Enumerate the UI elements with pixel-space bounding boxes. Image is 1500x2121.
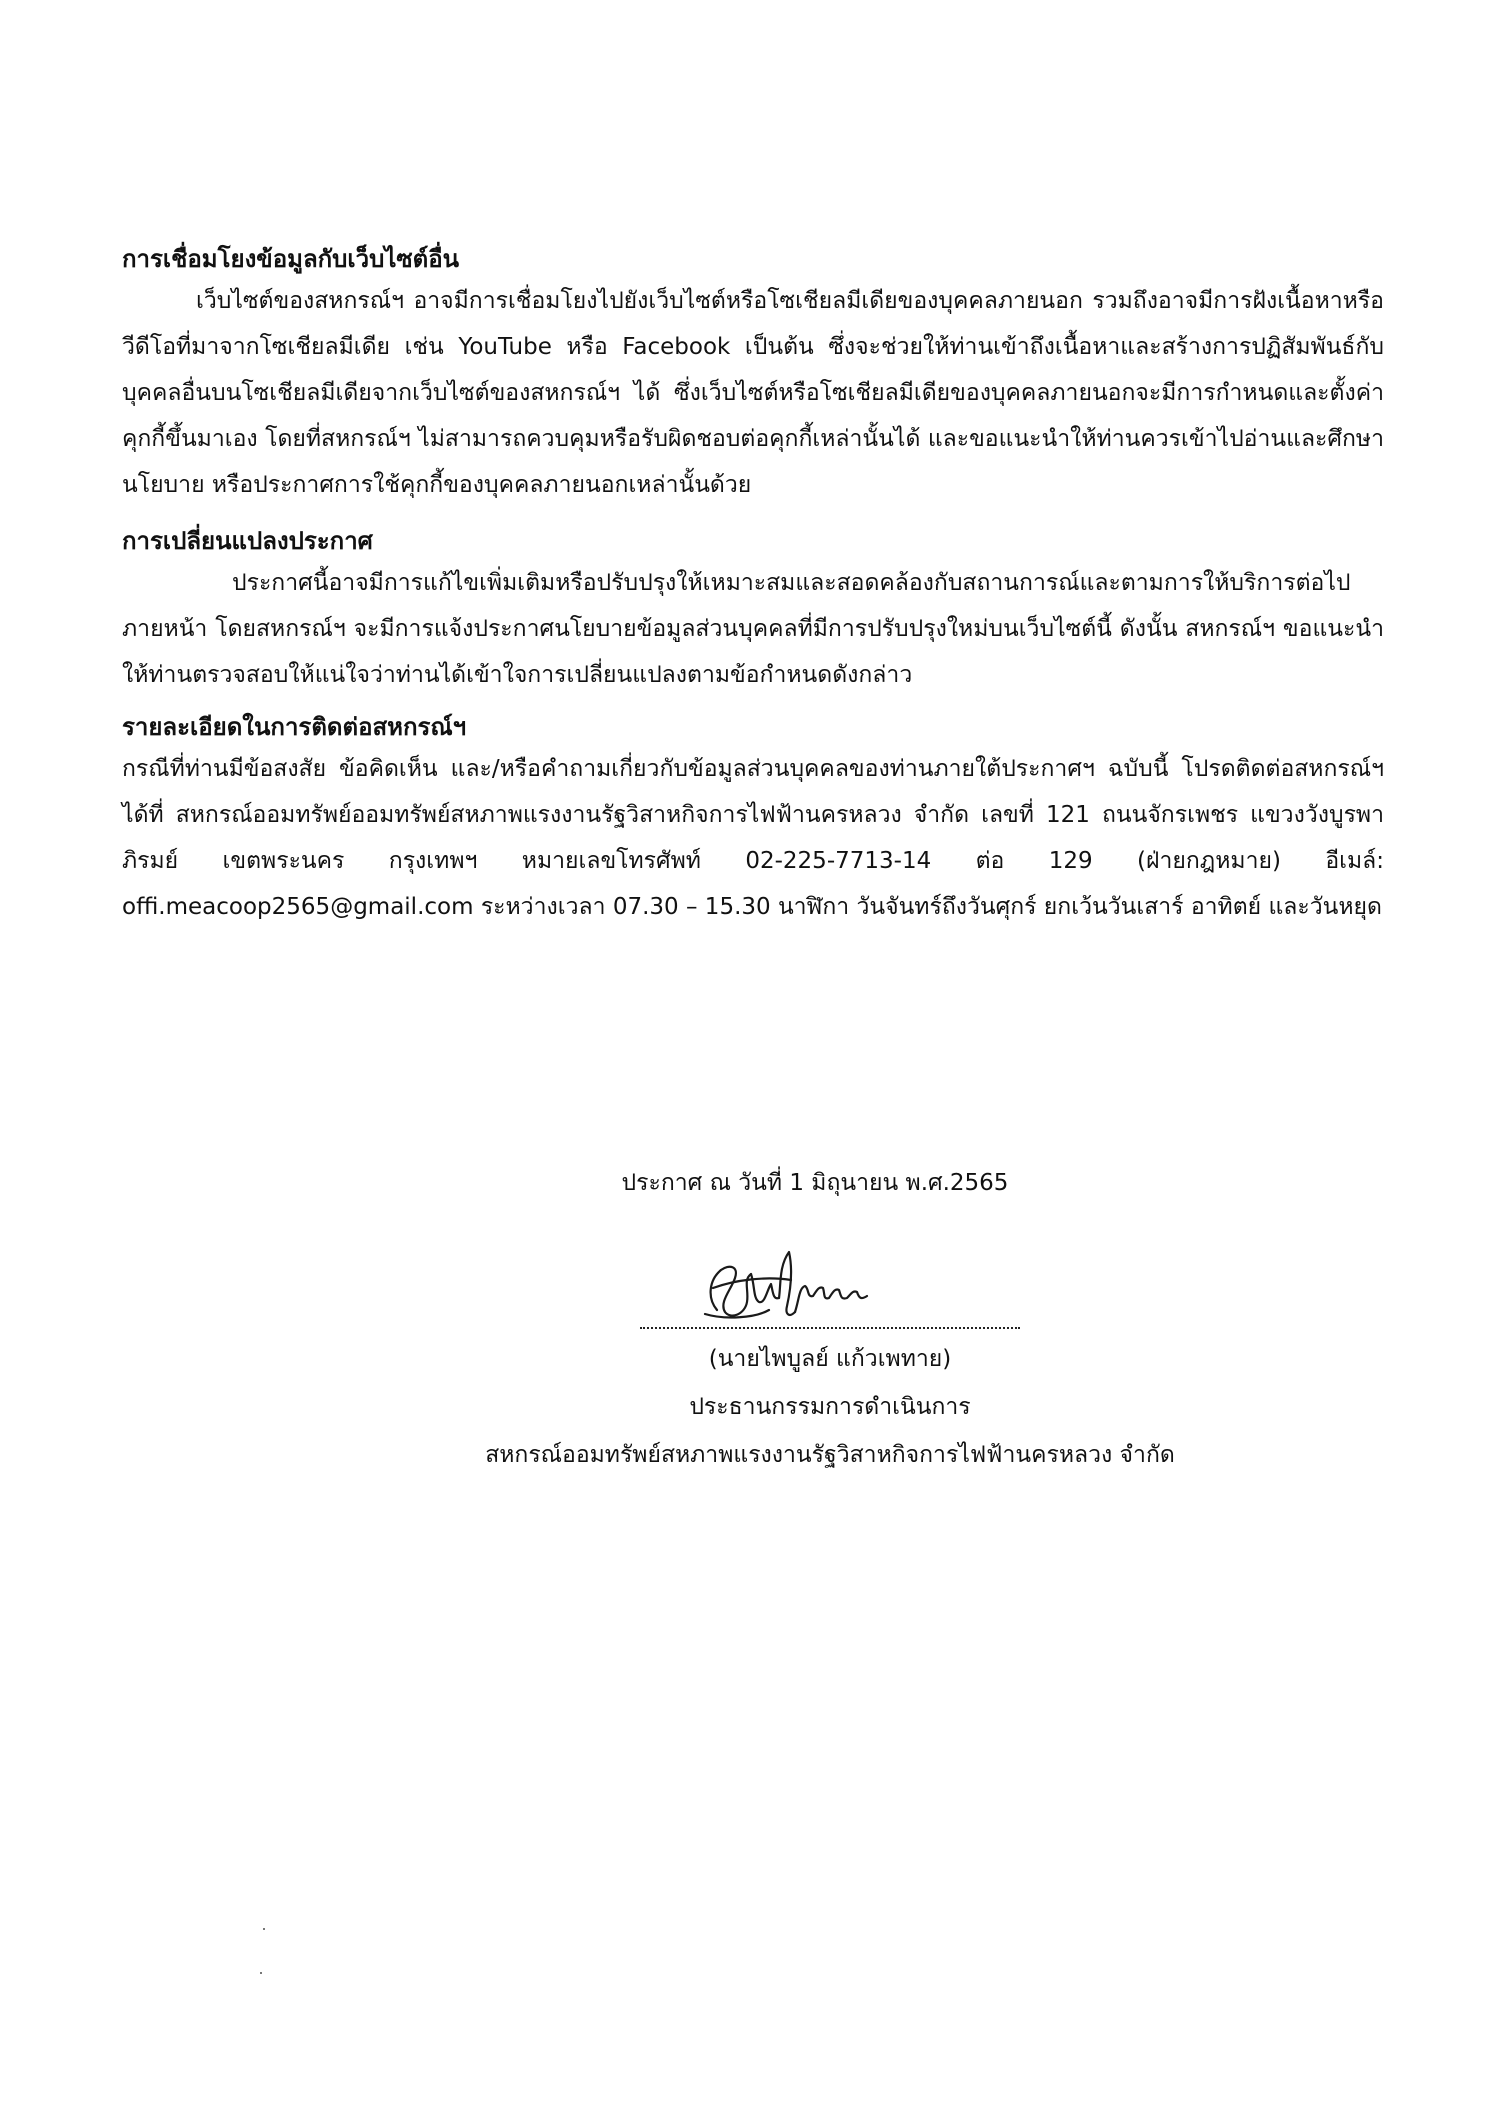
signature-dotted-line — [640, 1315, 1020, 1329]
scan-speck — [260, 1972, 262, 1974]
heading-external-links: การเชื่อมโยงข้อมูลกับเว็บไซต์อื่น — [122, 245, 460, 273]
document-body — [122, 240, 1384, 930]
heading-contact: รายละเอียดในการติดต่อสหกรณ์ฯ — [122, 713, 467, 741]
paragraph-contact: กรณีที่ท่านมีข้อสงสัย ข้อคิดเห็น และ/หรือคำถามเกี่ยวกับข้อมูลส่วนบุคคลของท่านภายใต้ประกาศฯ ฉบับนี้ โปรดติดต่อสหกรณ์ฯ ได้ที่ สหกรณ์ออมทรัพย์ออมทรัพย์สหภาพแรงงานรัฐวิสาหกิจการไฟฟ้านครหลวง จำกัด เลขที่ 121 ถนนจักรเพชร แขวงวังบูรพาภิรมย์ เขตพระนคร กรุงเทพฯ หมายเลขโทรศัพท์ 02-225-7713-14 ต่อ 129 (ฝ่ายกฎหมาย) อีเมล์: offi.meacoop2565@gmail.com ระหว่างเวลา 07.30 – 15.30 นาฬิกา วันจันทร์ถึงวันศุกร์ ยกเว้นวันเสาร์ อาทิตย์ และวันหยุด — [122, 756, 1384, 920]
signer-block — [0, 1335, 1500, 1479]
heading-changes: การเปลี่ยนแปลงประกาศ — [122, 527, 373, 555]
announcement-date: ประกาศ ณ วันที่ 1 มิถุนายน พ.ศ.2565 — [621, 1170, 1009, 1196]
signer-name: (นายไพบูลย์ แก้วเพทาย) — [708, 1346, 952, 1372]
paragraph-external-links: เว็บไซต์ของสหกรณ์ฯ อาจมีการเชื่อมโยงไปยังเว็บไซต์หรือโซเชียลมีเดียของบุคคลภายนอก รวมถึงอาจมีการฝังเนื้อหาหรือวีดีโอที่มาจากโซเชียลมีเดีย เช่น YouTube หรือ Facebook เป็นต้น ซึ่งจะช่วยให้ท่านเข้าถึงเนื้อหาและสร้างการปฏิสัมพันธ์กับบุคคลอื่นบนโซเชียลมีเดียจากเว็บไซต์ของสหกรณ์ฯ ได้ ซึ่งเว็บไซต์หรือโซเชียลมีเดียของบุคคลภายนอกจะมีการกำหนดและตั้งค่าคุกกี้ขึ้นมาเอง โดยที่สหกรณ์ฯ ไม่สามารถควบคุมหรือรับผิดชอบต่อคุกกี้เหล่านั้นได้ และขอแนะนำให้ท่านควรเข้าไปอ่านและศึกษานโยบาย หรือประกาศการใช้คุกกี้ของบุคคลภายนอกเหล่านั้นด้วย — [122, 288, 1384, 498]
scan-speck — [263, 1928, 265, 1930]
signer-title: ประธานกรรมการดำเนินการ — [689, 1394, 971, 1420]
paragraph-changes: ประกาศนี้อาจมีการแก้ไขเพิ่มเติมหรือปรับปรุงให้เหมาะสมและสอดคล้องกับสถานการณ์และตามการให้บริการต่อไปภายหน้า โดยสหกรณ์ฯ จะมีการแจ้งประกาศนโยบายข้อมูลส่วนบุคคลที่มีการปรับปรุงใหม่บนเว็บไซต์นี้ ดังนั้น สหกรณ์ฯ ขอแนะนำให้ท่านตรวจสอบให้แน่ใจว่าท่านได้เข้าใจการเปลี่ยนแปลงตามข้อกำหนดดังกล่าว — [122, 570, 1384, 688]
signer-organization: สหกรณ์ออมทรัพย์สหภาพแรงงานรัฐวิสาหกิจการไฟฟ้านครหลวง จำกัด — [485, 1442, 1175, 1468]
